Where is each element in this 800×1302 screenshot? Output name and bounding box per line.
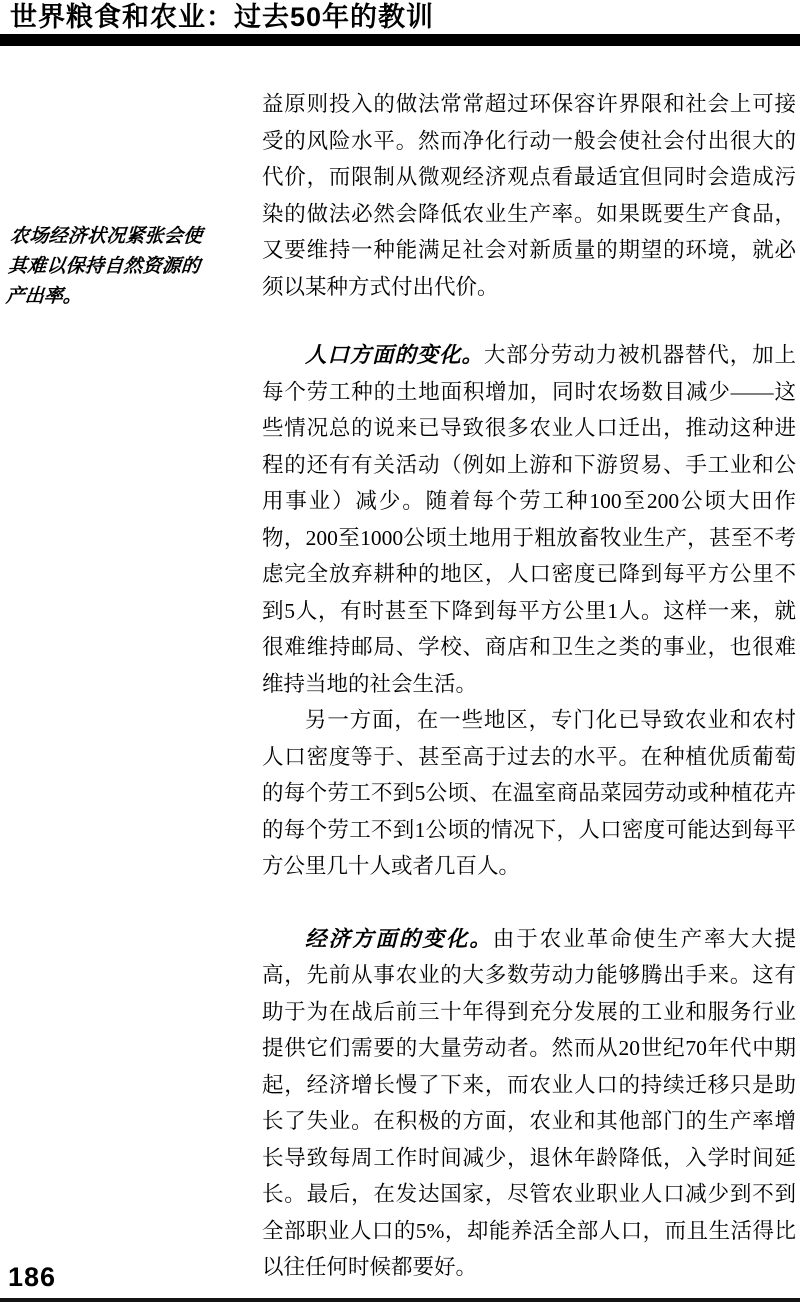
paragraph-text: 由于农业革命使生产率大大提高，先前从事农业的大多数劳动力能够腾出手来。这有助于为在战后前三十年得到充分发展的工业和服务行业提供它们需要的大量劳动者。然而从20世纪70年代中期起，经济增长慢了下来，而农业人口的持续迁移只是助长了失业。在积极的方面，农业和其他部门的生产率增长导致每周工作时间减少，退休年龄降低，入学时间延长。最后，在发达国家，尽管农业职业人口减少到不到全部职业人口的5%，却能养活全部人口，而且生活得比以往任何时候都要好。 [262, 926, 796, 1279]
paragraph-lead: 经济方面的变化。 [305, 926, 493, 951]
header-rule [0, 34, 800, 46]
paragraph-text: 益原则投入的做法常常超过环保容许界限和社会上可接受的风险水平。然而净化行动一般会使社会付出很大的代价，而限制从微观经济观点看最适宜但同时会造成污染的做法必然会降低农业生产率。如果既要生产食品，又要维持一种能满足社会对新质量的期望的环境，就必须以某种方式付出代价。 [262, 92, 796, 299]
paragraph-economic-changes [262, 921, 796, 1286]
margin-note: 农场经济状况紧张会使其难以保持自然资源的产出率。 [5, 226, 203, 307]
paragraph-text: 大部分劳动力被机器替代，加上每个劳工种的土地面积增加，同时农场数目减少——这些情况总的说来已导致很多农业人口迁出，推动这种进程的还有有关活动（例如上游和下游贸易、手工业和公用事业）减少。随着每个劳工种100至200公顷大田作物，200至1000公顷土地用于粗放畜牧业生产，甚至不考虑完全放弃耕种的地区，人口密度已降到每平方公里不到5人，有时甚至下降到每平方公里1人。这样一来，就很难维持邮局、学校、商店和卫生之类的事业，也很难维持当地的社会生活。 [262, 343, 796, 696]
paragraph-continuation [262, 86, 796, 305]
body-text-column [262, 86, 796, 1286]
paragraph-specialization [262, 702, 796, 885]
paragraph-lead: 人口方面的变化。 [305, 343, 484, 367]
bottom-scan-edge [0, 1298, 800, 1302]
paragraph-population-changes [262, 337, 796, 702]
running-head-title: 世界粮食和农业：过去50年的教训 [10, 2, 435, 32]
paragraph-text: 另一方面，在一些地区，专门化已导致农业和农村人口密度等于、甚至高于过去的水平。在种植优质葡萄的每个劳工不到5公顷、在温室商品菜园劳动或种植花卉的每个劳工不到1公顷的情况下，人口密度可能达到每平方公里几十人或者几百人。 [262, 708, 796, 878]
page-number: 186 [8, 1262, 57, 1292]
